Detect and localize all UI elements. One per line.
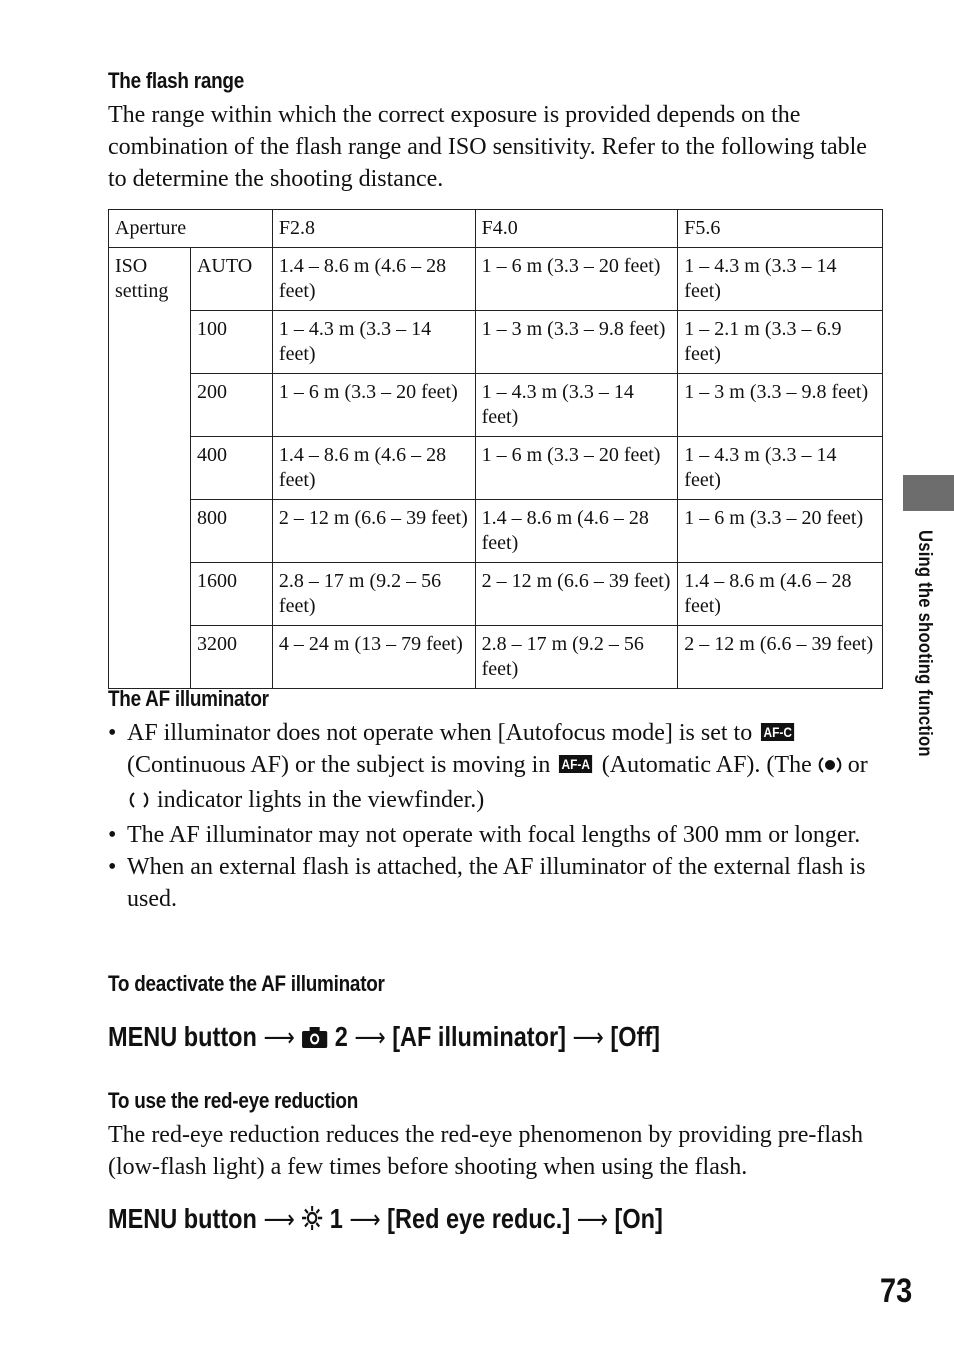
red-eye-heading: To use the red-eye reduction <box>108 1088 359 1113</box>
menu-button-label: MENU button <box>108 1021 257 1052</box>
menu-page-number: 2 <box>334 1021 348 1052</box>
table-cell: 1 – 6 m (3.3 – 20 feet) <box>272 374 475 437</box>
column-header: F2.8 <box>272 210 475 248</box>
bullet-text: or <box>841 752 868 778</box>
section-side-label: Using the shooting function <box>914 530 935 757</box>
deactivate-heading: To deactivate the AF illuminator <box>108 971 385 996</box>
column-header: F4.0 <box>475 210 678 248</box>
table-cell: 2.8 – 17 m (9.2 – 56 feet) <box>272 563 475 626</box>
table-cell: 1 – 6 m (3.3 – 20 feet) <box>678 500 883 563</box>
table-cell: 1 – 4.3 m (3.3 – 14 feet) <box>678 248 883 311</box>
bullet-text: AF illuminator does not operate when [Autofocus mode] is set to <box>127 720 759 746</box>
iso-value: 800 <box>190 500 272 563</box>
table-row <box>109 626 883 689</box>
table-cell: 1 – 3 m (3.3 – 9.8 feet) <box>475 311 678 374</box>
iso-setting-label: ISO setting <box>109 248 191 689</box>
menu-button-label: MENU button <box>108 1203 257 1234</box>
red-eye-menu-path <box>108 1203 663 1238</box>
menu-value: [Off] <box>610 1021 660 1052</box>
list-item <box>108 819 878 851</box>
table-cell: 1 – 6 m (3.3 – 20 feet) <box>475 437 678 500</box>
iso-value: AUTO <box>190 248 272 311</box>
table-cell: 1 – 4.3 m (3.3 – 14 feet) <box>272 311 475 374</box>
arrow-icon: ⟶ <box>263 1204 295 1234</box>
bullet-icon: • <box>108 720 117 746</box>
flash-range-paragraph: The range within which the correct exposure is provided depends on the combination of the flash range and ISO sensitivity. Refer to the following table to determine the shooting distance. <box>108 102 867 192</box>
table-row <box>109 374 883 437</box>
menu-page-number: 1 <box>329 1203 343 1234</box>
arrow-icon: ⟶ <box>349 1204 381 1234</box>
table-row <box>109 311 883 374</box>
arrow-icon: ⟶ <box>576 1204 609 1234</box>
list-item <box>108 717 878 819</box>
table-row <box>109 248 883 311</box>
iso-value: 100 <box>190 311 272 374</box>
af-illuminator-list <box>108 717 878 915</box>
iso-value: 3200 <box>190 626 272 689</box>
iso-value: 400 <box>190 437 272 500</box>
bullet-text: (Automatic AF). (The <box>595 752 818 778</box>
af-a-icon: AF-A <box>559 755 593 773</box>
aperture-header: Aperture <box>109 210 273 248</box>
gear-icon <box>301 1205 323 1238</box>
table-cell: 1.4 – 8.6 m (4.6 – 28 feet) <box>475 500 678 563</box>
bullet-text: When an external flash is attached, the AF illuminator of the external flash is used. <box>127 854 866 912</box>
iso-value: 1600 <box>190 563 272 626</box>
section-tab-marker <box>903 475 954 511</box>
table-row <box>109 563 883 626</box>
table-cell: 1 – 4.3 m (3.3 – 14 feet) <box>678 437 883 500</box>
list-item <box>108 851 878 915</box>
arrow-icon: ⟶ <box>263 1022 295 1052</box>
page-number: 73 <box>880 1272 913 1310</box>
table-cell: 1 – 3 m (3.3 – 9.8 feet) <box>678 374 883 437</box>
table-cell: 1 – 2.1 m (3.3 – 6.9 feet) <box>678 311 883 374</box>
focus-indicator-tracking-icon <box>127 787 151 819</box>
column-header: F5.6 <box>678 210 883 248</box>
bullet-text: The AF illuminator may not operate with focal lengths of 300 mm or longer. <box>127 822 861 848</box>
flash-range-heading: The flash range <box>108 68 244 93</box>
iso-value: 200 <box>190 374 272 437</box>
flash-range-table <box>108 209 883 689</box>
table-row <box>109 500 883 563</box>
table-cell: 1 – 6 m (3.3 – 20 feet) <box>475 248 678 311</box>
menu-item: [AF illuminator] <box>392 1021 566 1052</box>
table-cell: 2.8 – 17 m (9.2 – 56 feet) <box>475 626 678 689</box>
arrow-icon: ⟶ <box>572 1022 604 1052</box>
menu-value: [On] <box>614 1203 663 1234</box>
af-c-icon: AF-C <box>761 723 795 741</box>
camera-icon <box>301 1024 328 1056</box>
table-cell: 4 – 24 m (13 – 79 feet) <box>272 626 475 689</box>
deactivate-menu-path <box>108 1021 660 1056</box>
red-eye-paragraph: The red-eye reduction reduces the red-eye phenomenon by providing pre-flash (low-flash light) a few times before shooting when using the flash. <box>108 1122 864 1180</box>
table-cell: 1.4 – 8.6 m (4.6 – 28 feet) <box>272 248 475 311</box>
bullet-text: indicator lights in the viewfinder.) <box>151 787 485 813</box>
bullet-icon: • <box>108 854 117 880</box>
arrow-icon: ⟶ <box>354 1022 386 1052</box>
table-cell: 1.4 – 8.6 m (4.6 – 28 feet) <box>678 563 883 626</box>
table-cell: 1.4 – 8.6 m (4.6 – 28 feet) <box>272 437 475 500</box>
bullet-text: (Continuous AF) or the subject is moving in <box>127 752 557 778</box>
table-row <box>109 437 883 500</box>
table-cell: 2 – 12 m (6.6 – 39 feet) <box>678 626 883 689</box>
bullet-icon: • <box>108 822 117 848</box>
table-header-row <box>109 210 883 248</box>
table-cell: 2 – 12 m (6.6 – 39 feet) <box>475 563 678 626</box>
focus-indicator-steady-icon <box>818 752 842 784</box>
menu-item: [Red eye reduc.] <box>387 1203 571 1234</box>
af-illuminator-heading: The AF illuminator <box>108 686 269 711</box>
table-cell: 2 – 12 m (6.6 – 39 feet) <box>272 500 475 563</box>
table-cell: 1 – 4.3 m (3.3 – 14 feet) <box>475 374 678 437</box>
